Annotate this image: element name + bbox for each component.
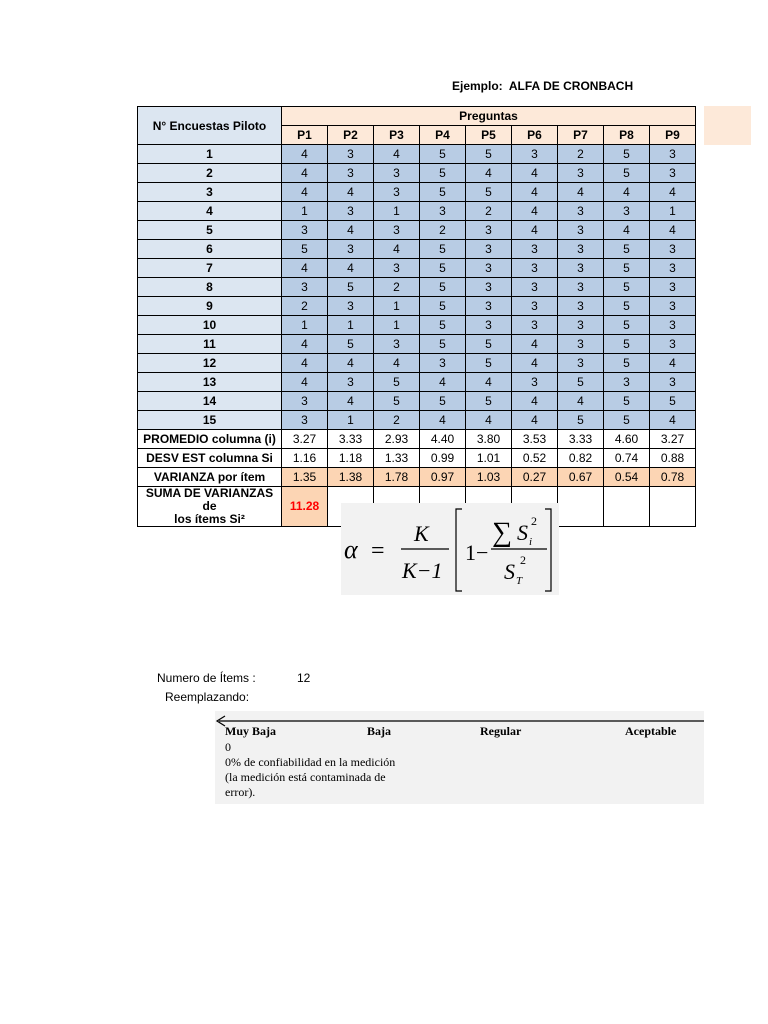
promedio-row	[138, 430, 696, 449]
table-cell: 1	[374, 316, 420, 335]
table-cell: 3	[558, 354, 604, 373]
table-cell: 3	[328, 373, 374, 392]
varianza-row	[138, 468, 696, 487]
desv-cell: 1.01	[466, 449, 512, 468]
promedio-cell: 3.27	[650, 430, 696, 449]
table-cell: 5	[650, 392, 696, 411]
table-cell: 4	[604, 183, 650, 202]
table-cell: 4	[512, 221, 558, 240]
suma-label	[138, 487, 282, 527]
table-cell: 5	[466, 392, 512, 411]
cronbach-table	[137, 106, 696, 527]
varianza-cell: 0.97	[420, 468, 466, 487]
table-cell: 3	[512, 278, 558, 297]
table-cell: 3	[512, 240, 558, 259]
table-row	[138, 278, 696, 297]
promedio-cell: 3.33	[558, 430, 604, 449]
desv-cell: 0.74	[604, 449, 650, 468]
table-row	[138, 221, 696, 240]
desv-cell: 0.88	[650, 449, 696, 468]
row-number: 10	[138, 316, 282, 335]
reliability-scale	[215, 711, 704, 804]
row-number: 14	[138, 392, 282, 411]
table-cell: 3	[328, 164, 374, 183]
table-cell: 5	[604, 316, 650, 335]
table-cell: 5	[420, 145, 466, 164]
table-cell: 3	[466, 278, 512, 297]
row-header: N° Encuestas Piloto	[138, 107, 282, 145]
table-cell: 2	[466, 202, 512, 221]
table-cell: 4	[512, 392, 558, 411]
varianza-label: VARIANZA por ítem	[138, 468, 282, 487]
table-cell: 3	[558, 335, 604, 354]
table-cell: 4	[420, 373, 466, 392]
table-cell: 3	[650, 259, 696, 278]
table-cell: 4	[282, 145, 328, 164]
promedio-cell: 4.60	[604, 430, 650, 449]
table-cell: 5	[466, 145, 512, 164]
table-cell: 2	[558, 145, 604, 164]
varianza-cell: 1.03	[466, 468, 512, 487]
formula-st-sub: T	[516, 575, 523, 587]
table-row	[138, 145, 696, 164]
varianza-cell: 1.38	[328, 468, 374, 487]
row-number: 2	[138, 164, 282, 183]
scale-label-baja: Baja	[367, 724, 391, 738]
table-row	[138, 240, 696, 259]
table-cell: 4	[328, 392, 374, 411]
table-cell: 4	[650, 183, 696, 202]
column-header-p8: P8	[604, 126, 650, 145]
table-row	[138, 202, 696, 221]
table-cell: 5	[328, 278, 374, 297]
table-cell: 5	[420, 392, 466, 411]
suma-value: 11.28	[282, 487, 328, 527]
table-cell: 5	[420, 278, 466, 297]
promedio-cell: 3.33	[328, 430, 374, 449]
varianza-cell: 1.35	[282, 468, 328, 487]
table-cell: 4	[512, 183, 558, 202]
empty-cell	[604, 487, 650, 527]
table-row	[138, 164, 696, 183]
table-row	[138, 183, 696, 202]
table-cell: 3	[328, 202, 374, 221]
table-cell: 3	[466, 221, 512, 240]
table-cell: 5	[420, 335, 466, 354]
table-cell: 3	[558, 202, 604, 221]
table-cell: 3	[650, 164, 696, 183]
page-title: Ejemplo: ALFA DE CRONBACH	[452, 79, 634, 93]
table-cell: 4	[282, 354, 328, 373]
promedio-cell: 3.80	[466, 430, 512, 449]
formula-si-sq: 2	[531, 514, 537, 528]
table-cell: 3	[558, 221, 604, 240]
desv-cell: 0.99	[420, 449, 466, 468]
table-cell: 3	[558, 240, 604, 259]
desv-cell: 1.16	[282, 449, 328, 468]
group-header: Preguntas	[282, 107, 696, 126]
table-cell: 5	[420, 259, 466, 278]
table-cell: 4	[650, 354, 696, 373]
table-cell: 1	[282, 316, 328, 335]
table-cell: 5	[604, 278, 650, 297]
table-cell: 5	[420, 316, 466, 335]
table-row	[138, 259, 696, 278]
table-cell: 3	[558, 297, 604, 316]
table-cell: 3	[374, 335, 420, 354]
formula-equals: =	[371, 538, 385, 564]
table-cell: 4	[604, 221, 650, 240]
table-cell: 4	[282, 335, 328, 354]
table-cell: 5	[466, 183, 512, 202]
table-cell: 3	[512, 145, 558, 164]
varianza-cell: 0.27	[512, 468, 558, 487]
table-cell: 4	[282, 259, 328, 278]
row-number: 8	[138, 278, 282, 297]
row-number: 1	[138, 145, 282, 164]
table-cell: 4	[282, 164, 328, 183]
table-cell: 2	[282, 297, 328, 316]
table-cell: 4	[512, 202, 558, 221]
table-cell: 3	[374, 164, 420, 183]
table-cell: 5	[466, 354, 512, 373]
column-header-p4: P4	[420, 126, 466, 145]
promedio-cell: 4.40	[420, 430, 466, 449]
table-cell: 2	[420, 221, 466, 240]
table-cell: 1	[374, 202, 420, 221]
table-cell: 3	[650, 335, 696, 354]
column-header-p2: P2	[328, 126, 374, 145]
table-cell: 4	[512, 354, 558, 373]
table-row	[138, 392, 696, 411]
column-header-p6: P6	[512, 126, 558, 145]
table-cell: 3	[282, 392, 328, 411]
scale-label-regular: Regular	[480, 724, 522, 738]
table-cell: 3	[650, 278, 696, 297]
promedio-cell: 3.27	[282, 430, 328, 449]
table-cell: 5	[420, 240, 466, 259]
cronbach-formula	[341, 503, 559, 595]
table-cell: 4	[420, 411, 466, 430]
scale-label-muy-baja: Muy Baja	[225, 724, 276, 738]
formula-sum: ∑	[492, 517, 512, 548]
table-cell: 1	[328, 316, 374, 335]
table-cell: 5	[328, 335, 374, 354]
items-count-label: Numero de Ítems :	[157, 671, 256, 685]
table-cell: 4	[328, 259, 374, 278]
table-row	[138, 335, 696, 354]
table-cell: 3	[650, 145, 696, 164]
table-cell: 3	[466, 297, 512, 316]
table-cell: 4	[512, 411, 558, 430]
table-cell: 3	[650, 240, 696, 259]
table-cell: 4	[558, 183, 604, 202]
suma-label-line: los ítems Si²	[174, 512, 245, 526]
table-cell: 3	[328, 145, 374, 164]
table-cell: 3	[328, 297, 374, 316]
table-cell: 4	[650, 411, 696, 430]
items-count-row	[157, 671, 311, 685]
table-cell: 5	[282, 240, 328, 259]
scale-description	[225, 740, 395, 800]
scale-desc-line: 0% de confiabilidad en la medición	[225, 755, 396, 769]
table-cell: 3	[512, 373, 558, 392]
desv-row	[138, 449, 696, 468]
table-cell: 3	[558, 259, 604, 278]
table-cell: 5	[604, 164, 650, 183]
table-cell: 5	[558, 373, 604, 392]
table-row	[138, 297, 696, 316]
table-cell: 3	[512, 316, 558, 335]
table-cell: 2	[374, 411, 420, 430]
promedio-cell: 3.53	[512, 430, 558, 449]
table-cell: 5	[558, 411, 604, 430]
table-cell: 4	[282, 373, 328, 392]
table-cell: 1	[328, 411, 374, 430]
table-cell: 5	[604, 411, 650, 430]
table-row	[138, 316, 696, 335]
table-row	[138, 411, 696, 430]
table-cell: 3	[466, 240, 512, 259]
table-cell: 3	[558, 278, 604, 297]
row-number: 9	[138, 297, 282, 316]
scale-zero: 0	[225, 740, 231, 754]
table-cell: 1	[650, 202, 696, 221]
row-number: 6	[138, 240, 282, 259]
formula-k-minus-1: K−1	[402, 558, 443, 583]
formula-st: S	[504, 559, 515, 584]
row-number: 11	[138, 335, 282, 354]
table-cell: 5	[604, 259, 650, 278]
table-cell: 1	[282, 202, 328, 221]
table-cell: 3	[466, 316, 512, 335]
table-cell: 3	[282, 278, 328, 297]
formula-si-sub: i	[529, 536, 533, 548]
table-cell: 4	[466, 164, 512, 183]
scale-desc-line: error).	[225, 785, 256, 799]
row-number: 7	[138, 259, 282, 278]
column-header-p5: P5	[466, 126, 512, 145]
empty-cell	[558, 487, 604, 527]
table-cell: 3	[650, 297, 696, 316]
table-cell: 5	[420, 164, 466, 183]
table-cell: 4	[558, 392, 604, 411]
table-cell: 3	[650, 373, 696, 392]
table-row	[138, 354, 696, 373]
row-number: 3	[138, 183, 282, 202]
column-header-p9: P9	[650, 126, 696, 145]
table-cell: 4	[374, 145, 420, 164]
table-cell: 1	[374, 297, 420, 316]
table-cell: 4	[466, 373, 512, 392]
table-cell: 3	[512, 259, 558, 278]
column-header-p1: P1	[282, 126, 328, 145]
table-cell: 3	[420, 202, 466, 221]
table-cell: 5	[420, 297, 466, 316]
items-count-value: 12	[297, 671, 311, 685]
table-cell: 3	[604, 202, 650, 221]
row-number: 15	[138, 411, 282, 430]
desv-label: DESV EST columna Si	[138, 449, 282, 468]
varianza-cell: 0.54	[604, 468, 650, 487]
table-cell: 4	[328, 183, 374, 202]
formula-si: S	[517, 520, 528, 545]
scale-desc-line: (la medición está contaminada de	[225, 770, 386, 784]
row-number: 4	[138, 202, 282, 221]
table-cell: 3	[466, 259, 512, 278]
table-cell: 5	[374, 373, 420, 392]
table-cell: 4	[512, 335, 558, 354]
desv-cell: 1.33	[374, 449, 420, 468]
table-cell: 2	[374, 278, 420, 297]
table-cell: 4	[650, 221, 696, 240]
table-cell: 3	[650, 316, 696, 335]
table-cell: 4	[374, 240, 420, 259]
reemplazando-label: Reemplazando:	[165, 690, 250, 704]
desv-cell: 0.52	[512, 449, 558, 468]
scale-label-aceptable: Aceptable	[625, 724, 677, 738]
empty-cell	[650, 487, 696, 527]
table-cell: 4	[328, 221, 374, 240]
table-cell: 5	[466, 335, 512, 354]
table-cell: 3	[374, 259, 420, 278]
table-row	[138, 373, 696, 392]
desv-cell: 1.18	[328, 449, 374, 468]
table-cell: 3	[558, 164, 604, 183]
table-cell: 5	[374, 392, 420, 411]
promedio-label: PROMEDIO columna (i)	[138, 430, 282, 449]
table-cell: 3	[374, 221, 420, 240]
row-number: 12	[138, 354, 282, 373]
table-cell: 3	[328, 240, 374, 259]
column-header-p3: P3	[374, 126, 420, 145]
table-cell: 4	[466, 411, 512, 430]
header-fill-strip	[704, 106, 751, 145]
table-cell: 4	[328, 354, 374, 373]
table-cell: 5	[604, 392, 650, 411]
varianza-cell: 0.67	[558, 468, 604, 487]
table-cell: 4	[282, 183, 328, 202]
varianza-cell: 0.78	[650, 468, 696, 487]
table-cell: 5	[604, 145, 650, 164]
table-cell: 5	[604, 354, 650, 373]
table-cell: 5	[420, 183, 466, 202]
column-header-p7: P7	[558, 126, 604, 145]
row-number: 13	[138, 373, 282, 392]
table-cell: 3	[558, 316, 604, 335]
table-cell: 5	[604, 297, 650, 316]
table-cell: 3	[374, 183, 420, 202]
suma-label-line: SUMA DE VARIANZAS de	[145, 486, 274, 513]
table-cell: 4	[374, 354, 420, 373]
table-cell: 5	[604, 335, 650, 354]
table-cell: 4	[512, 164, 558, 183]
table-cell: 3	[282, 221, 328, 240]
table-cell: 3	[512, 297, 558, 316]
desv-cell: 0.82	[558, 449, 604, 468]
table-cell: 5	[604, 240, 650, 259]
promedio-cell: 2.93	[374, 430, 420, 449]
table-cell: 3	[604, 373, 650, 392]
row-number: 5	[138, 221, 282, 240]
formula-alpha: α	[344, 535, 358, 564]
table-cell: 3	[282, 411, 328, 430]
table-cell: 3	[420, 354, 466, 373]
formula-st-sq: 2	[520, 553, 526, 567]
formula-k: K	[414, 521, 429, 546]
varianza-cell: 1.78	[374, 468, 420, 487]
formula-one-minus: 1−	[465, 540, 489, 565]
